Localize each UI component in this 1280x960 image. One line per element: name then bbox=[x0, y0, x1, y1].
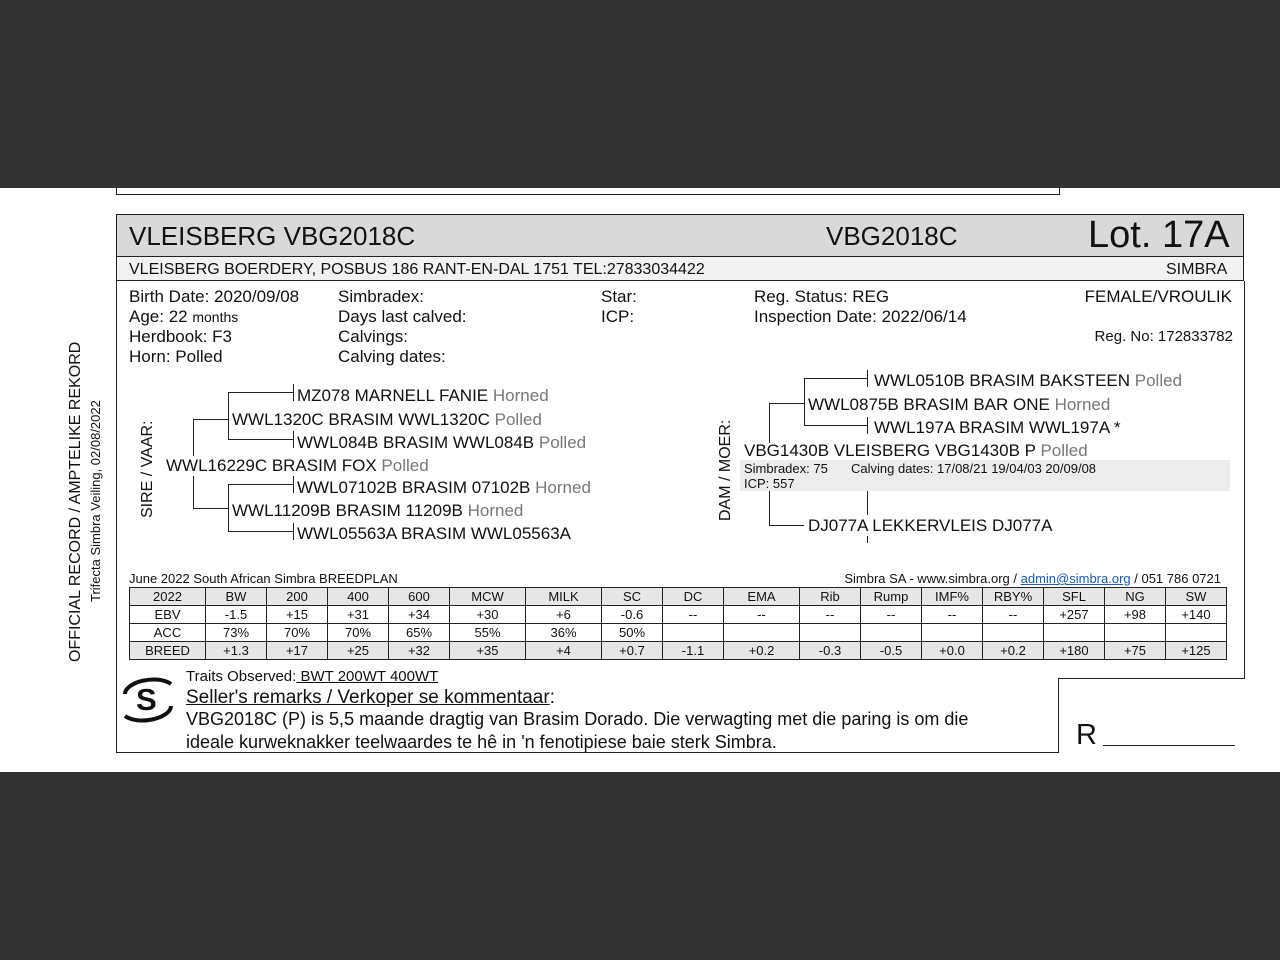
ped-line bbox=[228, 484, 293, 485]
dam-sire-dam bbox=[874, 418, 1121, 438]
sire-dam-dam bbox=[297, 524, 571, 544]
official-record-label: OFFICIAL RECORD / AMPTELIKE REKORD bbox=[67, 341, 84, 662]
value-cell: -- bbox=[922, 606, 983, 624]
value-cell bbox=[663, 624, 724, 642]
ped-line bbox=[769, 403, 804, 404]
dam-dam bbox=[808, 516, 1052, 536]
birth-date: Birth Date: 2020/09/08 bbox=[129, 287, 300, 306]
simbra-logo-icon bbox=[117, 672, 179, 728]
value-cell bbox=[861, 624, 922, 642]
value-cell: SW bbox=[1166, 588, 1227, 606]
pedigree-name: WWL1320C BRASIM WWL1320C bbox=[232, 410, 490, 429]
value-cell: RBY% bbox=[983, 588, 1044, 606]
table-row-acc bbox=[130, 624, 1227, 642]
value-cell: +125 bbox=[1166, 642, 1227, 660]
row-label-cell: BREED bbox=[130, 642, 206, 660]
dam-simbradex: Simbradex: 75 bbox=[744, 461, 828, 476]
value-cell: MILK bbox=[526, 588, 602, 606]
sire-sire-sire bbox=[297, 386, 549, 406]
owner-address: VLEISBERG BOERDERY, POSBUS 186 RANT-EN-DAL 1751 TEL:27833034422 bbox=[129, 261, 705, 278]
ped-line bbox=[293, 523, 294, 540]
value-cell: SC bbox=[602, 588, 663, 606]
dam-icp: ICP: 557 bbox=[744, 476, 795, 491]
value-cell: -- bbox=[861, 606, 922, 624]
value-cell: 65% bbox=[389, 624, 450, 642]
value-cell: MCW bbox=[450, 588, 526, 606]
value-cell: +180 bbox=[1044, 642, 1105, 660]
pedigree-horn: Polled bbox=[1040, 441, 1088, 460]
value-cell: -0.3 bbox=[800, 642, 861, 660]
ped-line bbox=[193, 419, 228, 420]
value-cell: +0.0 bbox=[922, 642, 983, 660]
breedplan-table bbox=[129, 587, 1227, 660]
pedigree-horn: Polled bbox=[1134, 371, 1183, 390]
remarks-heading bbox=[186, 687, 555, 709]
logo-letter: S bbox=[136, 682, 157, 717]
traits-label: Traits Observed: bbox=[186, 668, 297, 685]
value-cell: -- bbox=[724, 606, 800, 624]
pedigree-name: WWL084B BRASIM WWL084B bbox=[297, 433, 535, 452]
traits-value: BWT 200WT 400WT bbox=[296, 668, 439, 685]
value-cell: +75 bbox=[1105, 642, 1166, 660]
value-cell: 55% bbox=[450, 624, 526, 642]
dam-label: DAM / MOER: bbox=[717, 419, 734, 521]
value-cell: 70% bbox=[328, 624, 389, 642]
value-cell: 36% bbox=[526, 624, 602, 642]
value-cell: SFL bbox=[1044, 588, 1105, 606]
sire-dam-sire bbox=[297, 478, 591, 498]
frame-right bbox=[1244, 281, 1245, 678]
dam bbox=[744, 441, 1088, 461]
value-cell: -1.5 bbox=[206, 606, 267, 624]
pedigree-horn: Polled bbox=[494, 410, 542, 429]
ped-line bbox=[867, 535, 868, 543]
pedigree-name: WWL16229C BRASIM FOX bbox=[166, 456, 377, 475]
value-cell bbox=[724, 624, 800, 642]
value-cell bbox=[1105, 624, 1166, 642]
value-cell: EMA bbox=[724, 588, 800, 606]
frame-step-horizontal bbox=[1058, 678, 1245, 679]
ped-line bbox=[769, 491, 770, 526]
age-value: Age: 22 bbox=[129, 307, 188, 326]
ped-line bbox=[804, 378, 867, 379]
value-cell: 200 bbox=[267, 588, 328, 606]
frame-step-vertical bbox=[1058, 678, 1059, 753]
lot-number: Lot. 17A bbox=[1088, 214, 1230, 256]
value-cell bbox=[1044, 624, 1105, 642]
value-cell: +31 bbox=[328, 606, 389, 624]
pedigree-name: WWL11209B BRASIM 11209B bbox=[232, 501, 463, 520]
sire-sire-dam bbox=[297, 433, 586, 453]
ped-line bbox=[867, 370, 868, 387]
value-cell: +17 bbox=[267, 642, 328, 660]
value-cell: +98 bbox=[1105, 606, 1166, 624]
pedigree-name: MZ078 MARNELL FANIE bbox=[297, 386, 489, 405]
value-cell: -- bbox=[983, 606, 1044, 624]
catalog-page bbox=[0, 188, 1280, 772]
value-cell: -- bbox=[663, 606, 724, 624]
ped-line bbox=[228, 392, 229, 440]
traits-observed bbox=[186, 668, 438, 685]
value-cell: +6 bbox=[526, 606, 602, 624]
value-cell: -0.6 bbox=[602, 606, 663, 624]
ped-line bbox=[804, 425, 867, 426]
sire-sire bbox=[232, 410, 542, 430]
value-cell: +0.2 bbox=[983, 642, 1044, 660]
table-row-breed bbox=[130, 642, 1227, 660]
value-cell: +0.2 bbox=[724, 642, 800, 660]
contact-prefix: Simbra SA - www.simbra.org / bbox=[844, 571, 1021, 586]
sire-label: SIRE / VAAR: bbox=[139, 420, 156, 518]
value-cell: +35 bbox=[450, 642, 526, 660]
row-label-cell: 2022 bbox=[130, 588, 206, 606]
sire-dam bbox=[232, 501, 523, 521]
row-label-cell: EBV bbox=[130, 606, 206, 624]
value-cell: +32 bbox=[389, 642, 450, 660]
horn-status: Horn: Polled bbox=[129, 347, 223, 366]
value-cell: 50% bbox=[602, 624, 663, 642]
value-cell: DC bbox=[663, 588, 724, 606]
value-cell: 400 bbox=[328, 588, 389, 606]
value-cell: +140 bbox=[1166, 606, 1227, 624]
event-label: Trifecta Simbra Veiling, 02/08/2022 bbox=[88, 400, 103, 602]
pedigree-name: VBG1430B VLEISBERG VBG1430B P bbox=[744, 441, 1036, 460]
remarks-heading-colon: : bbox=[549, 687, 555, 708]
dam-sire bbox=[808, 395, 1110, 415]
pedigree-name: WWL0875B BRASIM BAR ONE bbox=[808, 395, 1050, 414]
value-cell: Rib bbox=[800, 588, 861, 606]
value-cell: Rump bbox=[861, 588, 922, 606]
ped-line bbox=[769, 525, 804, 526]
value-cell bbox=[800, 624, 861, 642]
animal-name: VLEISBERG VBG2018C bbox=[129, 221, 416, 251]
ped-line bbox=[228, 439, 293, 440]
pedigree-horn: Horned bbox=[492, 386, 549, 405]
table-row-ebv bbox=[130, 606, 1227, 624]
value-cell: +25 bbox=[328, 642, 389, 660]
herdbook: Herdbook: F3 bbox=[129, 327, 232, 346]
breed-label: SIMBRA bbox=[1166, 261, 1228, 278]
reg-number: Reg. No: 172833782 bbox=[1094, 328, 1233, 345]
sire bbox=[166, 456, 429, 476]
value-cell: +4 bbox=[526, 642, 602, 660]
pedigree-horn: Horned bbox=[1054, 395, 1111, 414]
ped-line bbox=[804, 378, 805, 426]
previous-lot-box bbox=[116, 188, 1060, 195]
value-cell bbox=[983, 624, 1044, 642]
price-blank-line[interactable] bbox=[1103, 745, 1235, 746]
sex: FEMALE/VROULIK bbox=[1084, 287, 1232, 306]
value-cell: 70% bbox=[267, 624, 328, 642]
breedplan-contact bbox=[844, 571, 1221, 586]
pedigree-horn: Polled bbox=[538, 433, 587, 452]
age bbox=[129, 307, 238, 327]
ped-line bbox=[293, 384, 294, 401]
pedigree-horn: Horned bbox=[467, 501, 524, 520]
days-last-calved: Days last calved: bbox=[338, 307, 467, 326]
calving-dates: Calving dates: bbox=[338, 347, 446, 366]
value-cell: -0.5 bbox=[861, 642, 922, 660]
breedplan-caption: June 2022 South African Simbra BREEDPLAN bbox=[129, 571, 398, 586]
ped-line bbox=[228, 392, 293, 393]
value-cell: +15 bbox=[267, 606, 328, 624]
ped-line bbox=[228, 484, 229, 532]
ped-line bbox=[293, 476, 294, 493]
pedigree-name: WWL07102B BRASIM 07102B bbox=[297, 478, 531, 497]
value-cell: BW bbox=[206, 588, 267, 606]
simbradex: Simbradex: bbox=[338, 287, 424, 306]
ped-line bbox=[769, 403, 770, 443]
ped-line bbox=[228, 531, 293, 532]
contact-phone: / 051 786 0721 bbox=[1130, 571, 1221, 586]
value-cell: NG bbox=[1105, 588, 1166, 606]
inspection-date: Inspection Date: 2022/06/14 bbox=[754, 307, 967, 326]
row-label-cell: ACC bbox=[130, 624, 206, 642]
remarks-heading-text: Seller's remarks / Verkoper se kommentaar bbox=[186, 687, 550, 708]
value-cell: +34 bbox=[389, 606, 450, 624]
ped-line bbox=[193, 508, 228, 509]
reg-status: Reg. Status: REG bbox=[754, 287, 890, 306]
value-cell: 73% bbox=[206, 624, 267, 642]
star: Star: bbox=[601, 287, 637, 306]
ped-line bbox=[293, 431, 294, 448]
value-cell: IMF% bbox=[922, 588, 983, 606]
pedigree-name: WWL05563A BRASIM WWL05563A bbox=[297, 524, 572, 543]
value-cell: 600 bbox=[389, 588, 450, 606]
pedigree-horn: Polled bbox=[381, 456, 429, 475]
remarks-line-1: VBG2018C (P) is 5,5 maande dragtig van Brasim Dorado. Die verwagting met die paring is om die bbox=[186, 709, 969, 729]
value-cell: -- bbox=[800, 606, 861, 624]
value-cell bbox=[1166, 624, 1227, 642]
price-currency: R bbox=[1076, 719, 1097, 751]
pedigree-name: DJ077A LEKKERVLEIS DJ077A bbox=[808, 516, 1053, 535]
dam-calving-dates: Calving dates: 17/08/21 19/04/03 20/09/08 bbox=[851, 461, 1097, 476]
ped-line bbox=[867, 417, 868, 434]
remarks-line-2: ideale kurweknakker teelwaardes te hê in 'n fenotipiese baie sterk Simbra. bbox=[186, 732, 777, 752]
pedigree-name: WWL0510B BRASIM BAKSTEEN bbox=[874, 371, 1131, 390]
value-cell: +0.7 bbox=[602, 642, 663, 660]
value-cell: -1.1 bbox=[663, 642, 724, 660]
pedigree-horn: Horned bbox=[535, 478, 591, 497]
table-header-row bbox=[130, 588, 1227, 606]
value-cell bbox=[922, 624, 983, 642]
value-cell: +30 bbox=[450, 606, 526, 624]
age-unit: months bbox=[192, 309, 239, 325]
calvings: Calvings: bbox=[338, 327, 408, 346]
animal-id: VBG2018C bbox=[826, 221, 958, 251]
value-cell: +1.3 bbox=[206, 642, 267, 660]
ped-line bbox=[867, 491, 868, 515]
contact-email-link[interactable]: admin@simbra.org bbox=[1020, 571, 1131, 586]
icp: ICP: bbox=[601, 307, 635, 326]
dam-sire-sire bbox=[874, 371, 1182, 391]
value-cell: +257 bbox=[1044, 606, 1105, 624]
pedigree-name: WWL197A BRASIM WWL197A * bbox=[874, 418, 1121, 437]
